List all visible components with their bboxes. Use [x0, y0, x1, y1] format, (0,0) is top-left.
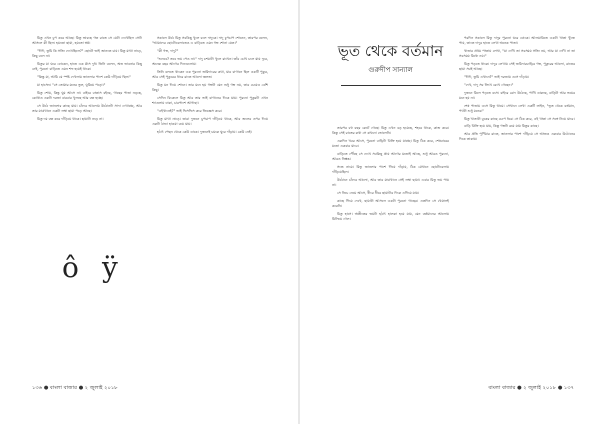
- left-page-folio: ১৩৬ ● বাংলা বাজার ● ২ জুলাই ২০১৮: [32, 385, 118, 391]
- paragraph: মিতু দম বন্ধ করে দাঁড়িয়ে থাকে। ছায়াটা নড়ে না।: [37, 116, 104, 121]
- paragraph: মিতু মাথা নাড়ে। তারা দুজনে চুপচাপ দাঁড়িয়ে থাকে, আর জলের ওপর দিয়ে একটা ঠান্ডা হাওয়া বয়ে যায়।: [152, 116, 268, 126]
- left-page-column-2: [152, 36, 268, 376]
- paragraph: "দিদি, তুমি কি সত্যি দেখেছিলে?" ছোটো ভাই জানতে চায়। মিতু মাথা নাড়ে, কিছু বলে না।: [32, 49, 142, 59]
- paragraph: দুজনে মিলে পড়তে বসে। বাইরে রোদ উঠেছে, পাখি ডাকছে, বাড়িটা আর ভয়ের মনে হয় না।: [459, 90, 575, 100]
- left-page: [0, 0, 298, 424]
- paragraph: সে উঠে জানলার কাছে যায়। চাঁদের আলোয় উঠোনটা সাদা দেখাচ্ছে, আর তার মাঝখানে একটা লম্বা ছায়া পড়ে আছে।: [32, 103, 142, 113]
- paragraph: মিতু এখন চুপ করে আছে। মিতু ভাবছে গত রাতে সে যেটা দেখেছিল সেটা আসলে কী ছিল। হয়তো ছায়া, হয়তো স্বপ্ন।: [32, 36, 142, 46]
- paragraph: খাতার প্রথম পাতায় লেখা, "যা দেখি তা সবসময় সত্যি নয়, আর যা দেখি না তা সবসময় মিথ্যে নয়।": [459, 49, 575, 59]
- right-page-folio: বাংলা বাজার ● ২ জুলাই ২০১৮ ● ১৩৭: [488, 385, 574, 391]
- title-divider: [341, 85, 441, 86]
- paragraph: সকালে উঠে মিতু সবকিছু খুলে বলে দাদুকে। দাদু চুপচাপ শোনেন, তারপর বলেন, "আমাদের ছোটোবেলাতেও এ বাড়িতে এমন গল্প শোনা যেত।": [152, 36, 268, 46]
- paragraph: সন্ধে নামে। মিতু জানলার পাশে গিয়ে দাঁড়ায়, ঠিক যেখানে ছোটোবেলায় দাঁড়িয়েছিল।: [332, 165, 449, 175]
- paragraph: "কী গল্প, দাদু?": [157, 49, 179, 53]
- paragraph: "শুনবে? তবে ভয় পেও না।" দাদু চশমাটা খুলে রাখেন। তাঁর চোখ চলে যায় দূরে, অনেক বছর আগের দিনগুলোয়।: [152, 56, 268, 66]
- paragraph: মিতু শোয়, কিন্তু ঘুম আসে না। বাইরে বাতাস বইছে, গাছের পাতা নড়ছে, কোথাও একটা দরজা বারবার খুলছে আর বন্ধ হচ্ছে।: [32, 90, 142, 100]
- paragraph: তারপর বহু বছর কেটে গেছে। মিতু এখন বড় হয়েছে, শহরে থাকে, কাজ করে। কিন্তু সেই রাতের কথা সে কখনো ভোলেনি।: [332, 126, 449, 136]
- paragraph: সে নিচে নেমে আসে, ধীরে ধীরে ছায়াটার দিকে এগিয়ে যায়।: [337, 191, 420, 195]
- paragraph: তিনি বলতে থাকেন এক পুরনো জমিদারের কথা, যার বাগানে ছিল একটি পুকুর, আর সেই পুকুরের ধারে রাতে আলো জ্বলত।: [152, 69, 268, 79]
- right-page-column-1: [332, 126, 449, 376]
- paragraph: মিতু খাতাটা বুকের কাছে চেপে ধরে। সে ঠিক করে, এই খাতা সে সঙ্গে নিয়ে যাবে।: [464, 116, 575, 121]
- paragraph: একদিন খবর আসে, পুরনো বাড়িটা বিক্রি হয়ে যাচ্ছে। মিতু ঠিক করে, শেষবারের মতো একবার যাবে।: [332, 139, 449, 149]
- paragraph: মিতুর মা ঘরে ঢোকেন, হাতে এক গ্লাস দুধ। তিনি বলেন, অত ভাবনার কিছু নেই, পুরনো বাড়িতে এমন শব্দ হয়েই থাকে।: [32, 62, 142, 72]
- left-page-column-1: [32, 36, 142, 376]
- paragraph: "দিদি, তুমি এখানে?" ভাই দরজায় এসে দাঁড়ায়।: [464, 75, 530, 79]
- paragraph: মিতু পড়তে থাকে। দাদুর লেখায় সেই জমিদারবাড়ির গল্প, পুকুরের আলো, রাতের ছায়া সবই আছে।: [459, 62, 575, 72]
- paragraph: হঠাৎ পেছন থেকে কেউ ডাকে। দুজনেই চমকে ঘুরে দাঁড়ায়। কেউ নেই।: [157, 129, 252, 134]
- paragraph: পরদিন সকালে মিতু দাদুর পুরনো ঘরে ঢোকে। আলমারিতে একটা খাতা খুঁজে পায়, তাতে দাদুর হাতে লেখা অনেক পাতা।: [459, 36, 575, 46]
- article-author: গুরুদীপ সান্যাল: [368, 66, 413, 74]
- article-header: [332, 42, 449, 86]
- paragraph: "এইখানেই?" ভাই ফিসফিস করে জিজ্ঞেস করে।: [157, 108, 222, 113]
- paragraph: সেদিন বিকেলে মিতু আর তার ভাই বাগানের দিকে যায়। পুরনো পুকুরটা এখন শ্যাওলায় ঢাকা, চারপাশে আগাছা।: [152, 95, 268, 105]
- paragraph: বাড়ি বিক্রি হয়ে যায়, কিন্তু গল্পটা রয়ে যায় মিতুর কাছে।: [464, 124, 539, 129]
- character-glyph-o-circumflex: ô: [62, 251, 79, 284]
- paragraph: "কিন্তু মা, আমি যে স্পষ্ট দেখলাম জানলার পাশে কেউ দাঁড়িয়ে ছিল।": [37, 75, 132, 79]
- character-glyph-y-diaeresis: ÿ: [102, 251, 118, 284]
- paragraph: উঠোনে চাঁদের আলো, আর তার মাঝখানে সেই লম্বা ছায়া। এবার মিতু ভয় পায় না।: [332, 178, 449, 188]
- paragraph: মিতু মন দিয়ে শোনে। তার মনে হয় গল্পটা যেন শুধু গল্প নয়, তার চেয়েও বেশি কিছু।: [152, 82, 268, 92]
- paragraph: মিতু হাসে। অতীতের ভয়টা হঠাৎ হালকা হয়ে যায়, যেন বর্তমানের আলোয় মিলিয়ে গেল।: [332, 211, 449, 221]
- paragraph: মা হাসেন। "সে তোমার মনের ভুল, ঘুমিয়ে পড়ো।": [37, 82, 106, 87]
- paragraph: "দেখ, দাদু সব লিখে রেখে গেছেন।": [464, 82, 514, 87]
- paragraph: বাড়িতে পৌঁছে সে দেখে সবকিছু প্রায় আগের মতোই আছে, শুধু আরও পুরনো, আরও নিস্তব্ধ।: [332, 152, 449, 162]
- paragraph: আর প্রতি পূর্ণিমার রাতে, জানলার পাশে দাঁড়িয়ে সে আজও একবার উঠোনের দিকে তাকায়।: [459, 132, 575, 142]
- article-title: ভূত থেকে বর্তমান: [337, 42, 444, 60]
- paragraph: কাছে গিয়ে দেখে, ছায়াটা আসলে একটা পুরনো গাছের। এতদিন সে খেয়ালই করেনি।: [332, 198, 449, 208]
- right-page-column-2: [459, 36, 575, 376]
- paragraph: শেষ পাতায় এসে মিতু থামে। সেখানে লেখা একটি লাইন, "ভূত থেকে বর্তমান, পথটা শুধু মনের।": [459, 103, 575, 113]
